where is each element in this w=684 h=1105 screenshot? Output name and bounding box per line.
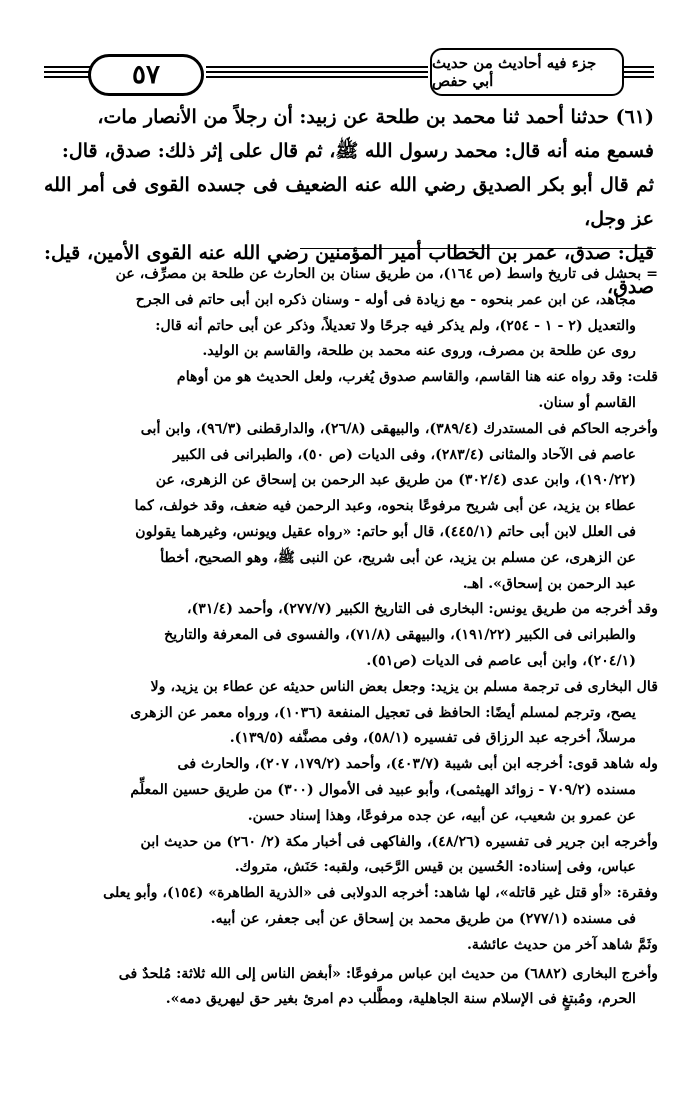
footnote-line: وأخرج البخارى (٦٨٨٢) من حديث ابن عباس مرفوعًا: «أبغض الناس إلى الله ثلاثة: مُلحدٌ فى	[118, 965, 658, 982]
footnote-line: فى العلل لابن أبى حاتم (٤٤٥/١)، قال أبو حاتم: «رواه عقيل ويونس، وغيرهما يقولون	[135, 523, 636, 540]
footnote-line: القاسم أو سنان.	[538, 394, 636, 411]
footnote-line: الحرم، ومُبتغٍ فى الإسلام سنة الجاهلية، ومطَّلب دم امرئ بغير حق ليهريق دمه».	[165, 991, 636, 1008]
main-text-line: ثم قال أبو بكر الصديق رضي الله عنه الضعيف فى جسده القوى فى أمر الله عز وجل،	[44, 174, 654, 230]
footnote-line: مجاهد، عن ابن عمر بنحوه - مع زيادة فى أوله - وسنان ذكره ابن أبى حاتم فى الجرح	[135, 291, 636, 308]
header-rule	[206, 76, 428, 78]
footnote-line: روى عن طلحة بن مصرف، وروى عنه محمد بن طلحة، والقاسم بن الوليد.	[202, 343, 636, 360]
footnote-line: (٢٠٤/١)، وابن أبى عاصم فى الديات (ص٥١).	[366, 652, 636, 669]
footnote-line: = بحشل فى تاريخ واسط (ص ١٦٤)، من طريق سنان بن الحارث عن طلحة بن مصرِّف، عن	[115, 266, 658, 282]
footnote-line: قلت: وقد رواه عنه هنا القاسم، والقاسم صدوق يُغرب، ولعل الحديث هو من أوهام	[176, 369, 658, 386]
footnote-line: وله شاهد قوى: أخرجه ابن أبى شيبة (٤٠٣/٧)، وأحمد (١٧٩/٢، ٢٠٧)، والحارث فى	[177, 756, 658, 773]
footnote-line: عاصم فى الآحاد والمثانى (٢٨٣/٤)، وفى الديات (ص ٥٠)، والطبرانى فى الكبير	[173, 446, 636, 463]
footnote-line: فى مسنده (٢٧٧/١) من طريق محمد بن إسحاق عن أبى جعفر، عن أبيه.	[210, 910, 636, 927]
header-rule	[624, 66, 654, 68]
footnote-line: مسنده (٧٠٩/٢ - زوائد الهيثمى)، وأبو عبيد فى الأموال (٣٠٠) من طريق حسين المعلِّم	[130, 781, 636, 798]
footnote-line: يصح، وترجم لمسلم أيضًا: الحافظ فى تعجيل المنفعة (١٠٣٦)، ورواه معمر عن الزهرى	[130, 704, 636, 721]
footnote-line: عباس، وفى إسناده: الحُسين بن قيس الرَّحَبى، ولقبه: حَنَش، متروك.	[234, 859, 636, 876]
header-rule	[624, 71, 654, 73]
footnote-line: وفقرة: «أو قتل غير قاتله»، لها شاهد: أخرجه الدولابى فى «الذرية الطاهرة» (١٥٤)، وأبو يعلى	[103, 885, 658, 902]
header-rule	[624, 76, 654, 78]
footnote-line: وقد أخرجه من طريق يونس: البخارى فى التاريخ الكبير (٢٧٧/٧)، وأحمد (٣١/٤)،	[186, 601, 658, 618]
running-title: جزء فيه أحاديث من حديث أبي حفص	[430, 48, 624, 96]
main-text-line: قيل: صدق، عمر بن الخطاب أمير المؤمنين رضي الله عنه القوى الأمين، قيل: صدق،	[44, 242, 654, 298]
main-text-line: فسمع منه أنه قال: محمد رسول الله ﷺ، ثم قال على إثر ذلك: صدق، قال:	[61, 140, 654, 162]
footnote-separator	[300, 248, 656, 249]
footnote-line: عن عمرو بن شعيب، عن أبيه، عن جده مرفوعًا، وهذا إسناد حسن.	[247, 807, 636, 824]
footnote-line: والطبرانى فى الكبير (١٩١/٢٢)، والبيهقى (٧١/٨)، والفسوى فى المعرفة والتاريخ	[164, 627, 636, 644]
footnotes	[36, 262, 658, 1013]
header-rule	[206, 66, 428, 68]
footnote-line: (١٩٠/٢٢)، وابن عدى (٣٠٢/٤) من طريق عبد الرحمن بن إسحاق عن الزهرى، عن	[155, 472, 636, 489]
page-number: ٥٧	[88, 54, 204, 96]
page-header	[44, 44, 654, 102]
footnote-line: وأخرجه ابن جرير فى تفسيره (٤٨/٢٦)، والفاكهى فى أخبار مكة (٢/ ٢٦٠) من حديث ابن	[140, 833, 658, 850]
footnote-line: عطاء بن يزيد، عن أبى شريح مرفوعًا بنحوه، وعبد الرحمن فيه ضعف، وقد خولف، كما	[134, 498, 636, 515]
footnote-line: والتعديل (٢ - ١ - ٢٥٤)، ولم يذكر فيه جرحًا ولا تعديلاً، وذكر عن أبى حاتم أنه قال:	[155, 317, 636, 334]
footnote-line: مرسلاً، أخرجه عبد الرزاق فى تفسيره (٥٨/١)، وفى مصنَّفه (١٣٩/٥).	[229, 730, 636, 747]
footnote-line: وأخرجه الحاكم فى المستدرك (٣٨٩/٤)، والبيهقى (٢٦/٨)، والدارقطنى (٩٦/٣)، وابن أبى	[140, 420, 658, 437]
footnote-line: وثَمَّ شاهد آخر من حديث عائشة.	[466, 936, 658, 953]
header-rule	[206, 71, 428, 73]
footnote-line: قال البخارى فى ترجمة مسلم بن يزيد: وجعل بعض الناس حديثه عن عطاء بن يزيد، ولا	[150, 678, 658, 695]
footnote-line: عن الزهرى، عن مسلم بن يزيد، عن أبى شريح، عن النبى ﷺ، وهو الصحيح، أخطأ	[160, 549, 636, 566]
main-text-line: (٦١) حدثنا أحمد ثنا محمد بن طلحة عن زبيد: أن رجلاً من الأنصار مات،	[97, 106, 654, 128]
footnote-line: عبد الرحمن بن إسحاق». اهـ.	[462, 575, 636, 592]
